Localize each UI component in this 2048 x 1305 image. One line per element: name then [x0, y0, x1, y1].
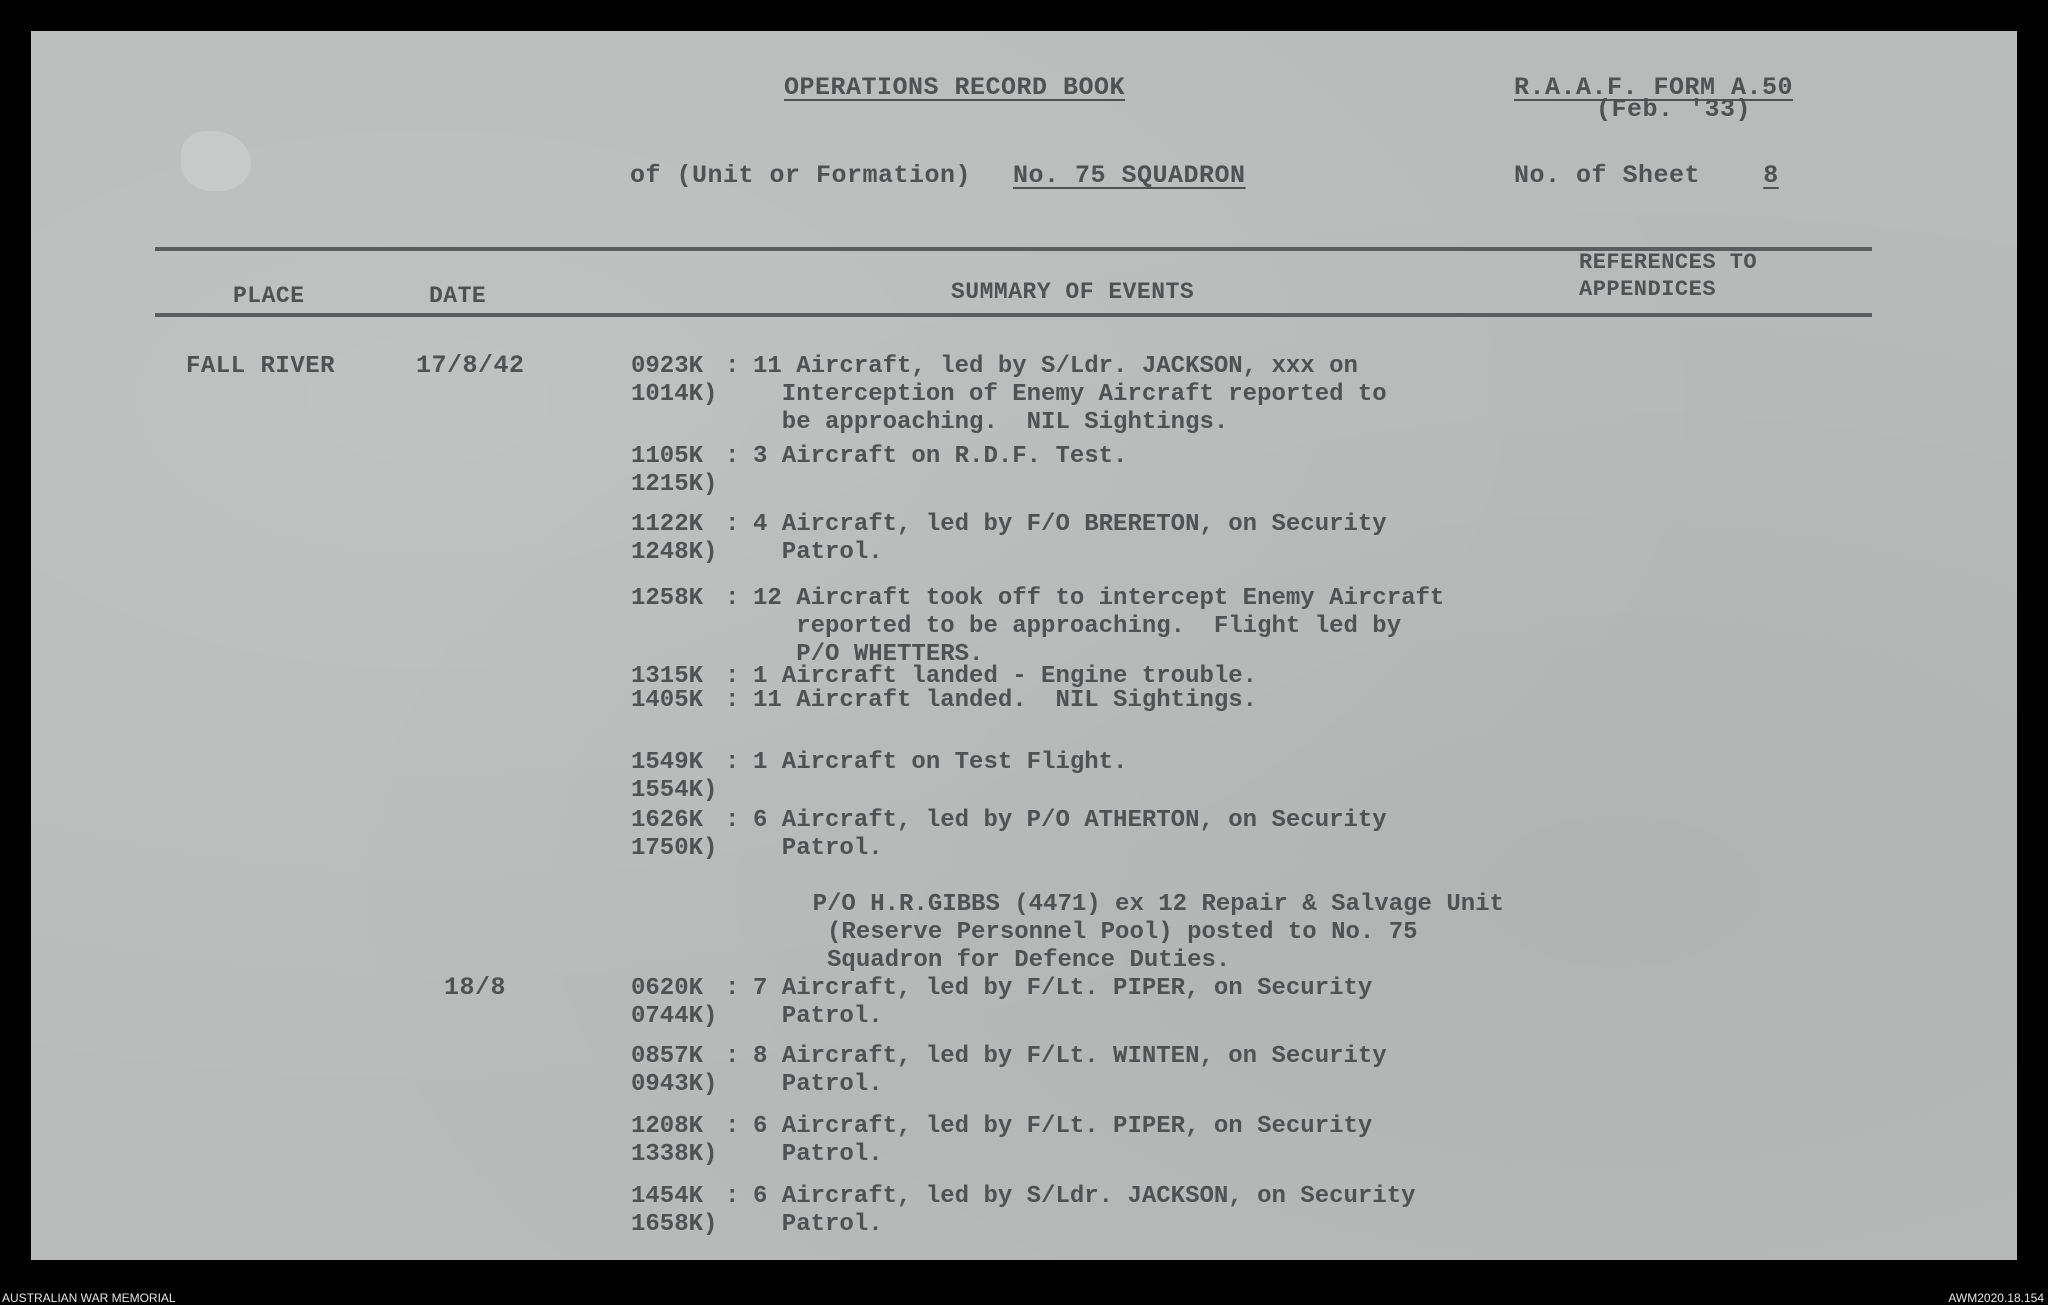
time-separator: : — [725, 1043, 740, 1070]
time-separator: : — [725, 807, 740, 834]
event-time: 1750K) — [631, 835, 718, 862]
event-line: Patrol. — [753, 1141, 883, 1168]
time-separator: : — [725, 1183, 740, 1210]
event-time: 1215K) — [631, 471, 718, 498]
event-time: 1248K) — [631, 539, 718, 566]
time-separator: : — [725, 975, 740, 1002]
column-date: DATE — [429, 283, 487, 309]
event-line: reported to be approaching. Flight led by — [753, 613, 1402, 640]
time-separator: : — [725, 749, 740, 776]
event-line: 7 Aircraft, led by F/Lt. PIPER, on Security — [753, 975, 1373, 1002]
column-place: PLACE — [233, 283, 305, 309]
event-line: Interception of Enemy Aircraft reported to — [753, 381, 1387, 408]
event-time: 1208K — [631, 1113, 704, 1140]
event-description — [753, 1113, 1372, 1169]
event-time: 1338K) — [631, 1141, 718, 1168]
event-line: 6 Aircraft, led by P/O ATHERTON, on Security — [753, 807, 1387, 834]
event-time: 1658K) — [631, 1211, 718, 1238]
event-time: 1626K — [631, 807, 704, 834]
event-line: 4 Aircraft, led by F/O BRERETON, on Security — [753, 511, 1387, 538]
footer-archive-name: AUSTRALIAN WAR MEMORIAL — [2, 1291, 176, 1305]
event-line: Patrol. — [753, 1071, 883, 1098]
time-separator: : — [725, 1113, 740, 1140]
time-separator: : — [725, 687, 740, 714]
time-separator: : — [725, 443, 740, 470]
event-time: 1105K — [631, 443, 704, 470]
event-line: 3 Aircraft on R.D.F. Test. — [753, 443, 1128, 470]
date-18-8: 18/8 — [444, 973, 507, 1002]
event-line: 12 Aircraft took off to intercept Enemy Aircraft — [753, 585, 1445, 612]
form-reference: R.A.A.F. FORM A.50 — [1514, 73, 1794, 102]
event-line: P/O WHETTERS. — [753, 641, 984, 668]
event-time: 1014K) — [631, 381, 718, 408]
time-separator: : — [725, 663, 740, 690]
event-description — [753, 749, 1127, 777]
date-17-8-42: 17/8/42 — [416, 351, 525, 380]
event-line: 1 Aircraft landed - Engine trouble. — [753, 663, 1258, 690]
unit-label: of (Unit or Formation) — [630, 161, 972, 190]
event-description — [753, 1183, 1416, 1239]
event-line: 1 Aircraft on Test Flight. — [753, 749, 1128, 776]
time-separator: : — [725, 511, 740, 538]
event-line: 11 Aircraft, led by S/Ldr. JACKSON, xxx on — [753, 353, 1358, 380]
unit-value: No. 75 SQUADRON — [1013, 161, 1246, 190]
event-time: 1405K — [631, 687, 704, 714]
event-time: 1554K) — [631, 777, 718, 804]
sheet-value: 8 — [1763, 161, 1779, 190]
form-date: (Feb. '33) — [1596, 95, 1752, 124]
event-line: 6 Aircraft, led by F/Lt. PIPER, on Security — [753, 1113, 1373, 1140]
event-time: 0857K — [631, 1043, 704, 1070]
event-description — [753, 353, 1387, 437]
event-time: 0943K) — [631, 1071, 718, 1098]
event-time: 1315K — [631, 663, 704, 690]
note-line: Squadron for Defence Duties. — [812, 947, 1231, 974]
event-time: 0620K — [631, 975, 704, 1002]
event-time: 1122K — [631, 511, 704, 538]
event-line: 11 Aircraft landed. NIL Sightings. — [753, 687, 1258, 714]
event-line: Patrol. — [753, 1003, 883, 1030]
event-line: be approaching. NIL Sightings. — [753, 409, 1229, 436]
column-summary: SUMMARY OF EVENTS — [951, 279, 1195, 305]
event-time: 0744K) — [631, 1003, 718, 1030]
event-line: 8 Aircraft, led by F/Lt. WINTEN, on Security — [753, 1043, 1387, 1070]
event-description — [753, 687, 1257, 715]
footer-item-id: AWM2020.18.154 — [1948, 1291, 2044, 1305]
posting-note — [755, 863, 1504, 1003]
column-references-line2: APPENDICES — [1579, 277, 1717, 302]
note-line: P/O H.R.GIBBS (4471) ex 12 Repair & Salvage Unit — [812, 891, 1504, 918]
time-separator: : — [725, 353, 740, 380]
event-description — [753, 1043, 1387, 1099]
column-references-line1: REFERENCES TO — [1579, 250, 1758, 275]
event-line: Patrol. — [753, 539, 883, 566]
document-title: OPERATIONS RECORD BOOK — [784, 73, 1126, 102]
event-description — [753, 443, 1127, 471]
event-time: 1454K — [631, 1183, 704, 1210]
time-separator: : — [725, 585, 740, 612]
event-line: 6 Aircraft, led by S/Ldr. JACKSON, on Security — [753, 1183, 1416, 1210]
event-description — [753, 585, 1444, 669]
event-description — [753, 511, 1387, 567]
event-time: 0923K — [631, 353, 704, 380]
place-value: FALL RIVER — [186, 353, 336, 380]
event-line: Patrol. — [753, 1211, 883, 1238]
paper-blemish — [181, 131, 251, 191]
document-page — [31, 31, 2017, 1260]
event-time: 1549K — [631, 749, 704, 776]
sheet-label: No. of Sheet — [1514, 161, 1701, 190]
event-line: Patrol. — [753, 835, 883, 862]
note-line: (Reserve Personnel Pool) posted to No. 75 — [812, 919, 1418, 946]
event-time: 1258K — [631, 585, 704, 612]
event-description — [753, 807, 1387, 863]
header-rule-bottom — [155, 313, 1872, 317]
